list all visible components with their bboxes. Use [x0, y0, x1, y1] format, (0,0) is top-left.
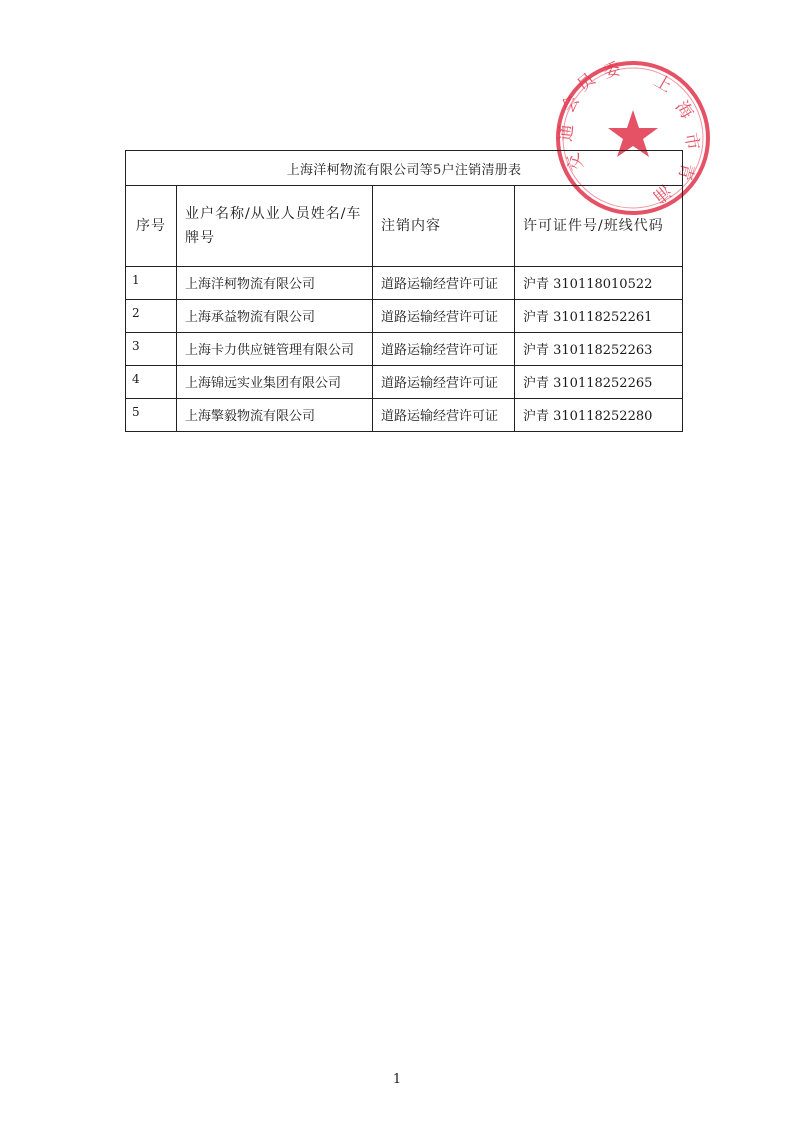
column-header-cancellation-content: 注销内容 [373, 186, 515, 267]
svg-text:浦: 浦 [648, 180, 675, 207]
row-cancellation-content: 道路运输经营许可证 [373, 366, 515, 399]
row-cancellation-content: 道路运输经营许可证 [373, 300, 515, 333]
svg-text:海: 海 [670, 97, 698, 123]
row-entity-name: 上海洋柯物流有限公司 [177, 267, 373, 300]
table-row [126, 399, 683, 432]
svg-text:委: 委 [601, 59, 623, 83]
row-license-number: 沪青 310118252261 [515, 300, 683, 333]
row-entity-name: 上海卡力供应链管理有限公司 [177, 333, 373, 366]
row-cancellation-content: 道路运输经营许可证 [373, 399, 515, 432]
row-index: 5 [126, 399, 177, 432]
column-header-index: 序号 [126, 186, 177, 267]
page-number: 1 [392, 1072, 402, 1087]
column-header-entity-name: 业户名称/从业人员姓名/车牌号 [177, 186, 373, 267]
svg-text:青: 青 [673, 160, 698, 183]
row-entity-name: 上海擎毅物流有限公司 [177, 399, 373, 432]
row-index: 3 [126, 333, 177, 366]
row-index: 4 [126, 366, 177, 399]
row-license-number: 沪青 310118252280 [515, 399, 683, 432]
row-cancellation-content: 道路运输经营许可证 [373, 333, 515, 366]
svg-text:市: 市 [680, 131, 703, 152]
table-row [126, 366, 683, 399]
table-row [126, 300, 683, 333]
svg-text:交: 交 [563, 150, 588, 174]
table-title-row [126, 151, 683, 186]
row-index: 1 [126, 267, 177, 300]
row-index: 2 [126, 300, 177, 333]
table-title: 上海洋柯物流有限公司等5户注销清册表 [126, 151, 683, 186]
table-row [126, 333, 683, 366]
table-header-row [126, 186, 683, 267]
row-entity-name: 上海承益物流有限公司 [177, 300, 373, 333]
deregistration-table [125, 150, 683, 432]
column-header-license-number: 许可证件号/班线代码 [515, 186, 683, 267]
svg-text:员: 员 [573, 69, 600, 96]
row-cancellation-content: 道路运输经营许可证 [373, 267, 515, 300]
deregistration-table-container [125, 150, 682, 432]
row-license-number: 沪青 310118252265 [515, 366, 683, 399]
table-row [126, 267, 683, 300]
row-entity-name: 上海锦远实业集团有限公司 [177, 366, 373, 399]
svg-text:上: 上 [650, 71, 676, 97]
row-license-number: 沪青 310118252263 [515, 333, 683, 366]
svg-text:会: 会 [558, 91, 584, 117]
svg-text:通: 通 [556, 123, 578, 143]
row-license-number: 沪青 310118010522 [515, 267, 683, 300]
